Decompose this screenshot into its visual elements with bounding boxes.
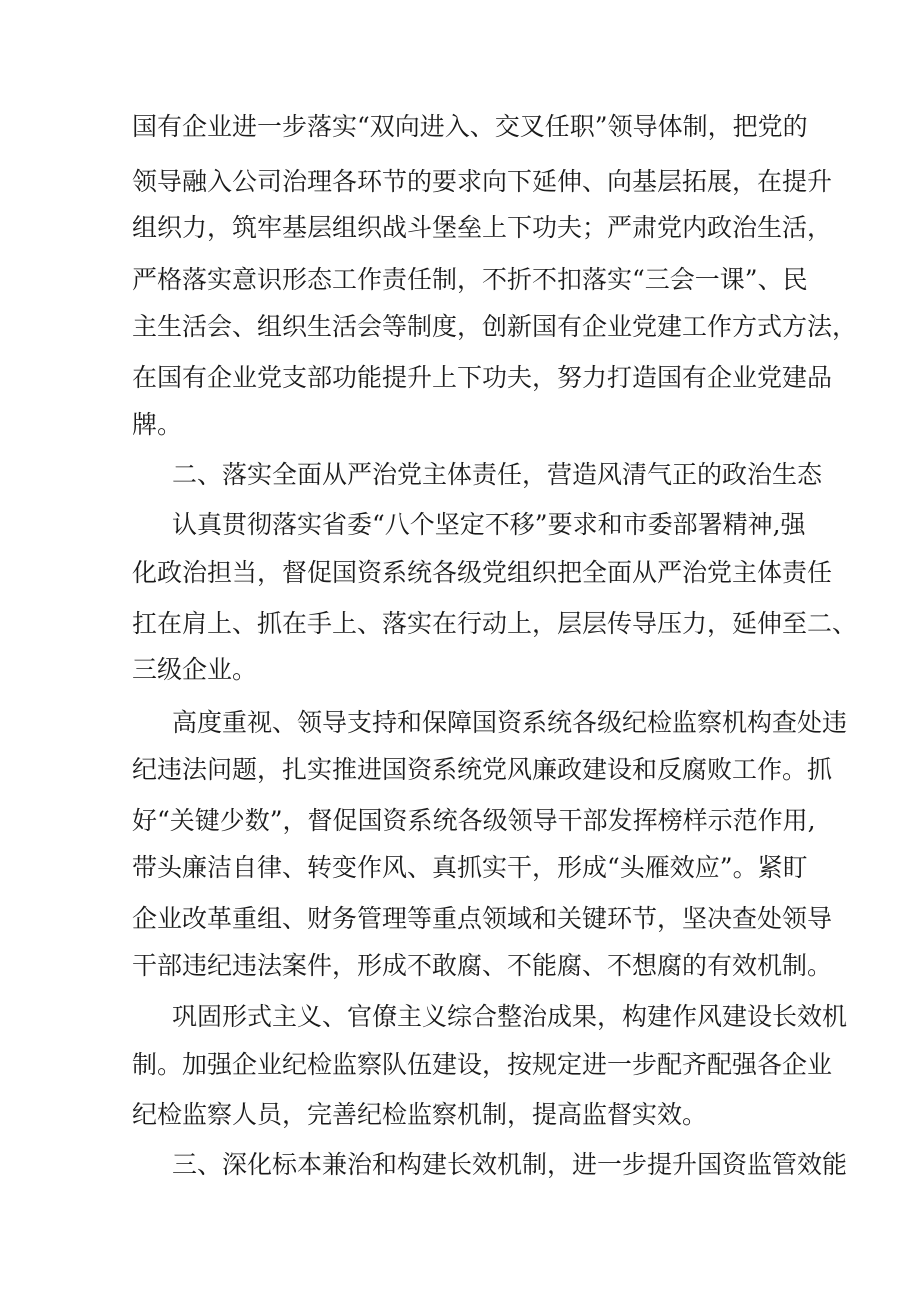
body-text-line: 牌。 (132, 410, 183, 439)
body-text-line: 巩固形式主义、官僚主义综合整治成果，构建作风建设长效机 (172, 1002, 848, 1031)
body-text-line: 在国有企业党支部功能提升上下功夫，努力打造国有企业党建品 (132, 363, 833, 392)
section-heading: 三、深化标本兼治和构建长效机制，进一步提升国资监管效能 (172, 1150, 848, 1179)
body-text-line: 主生活会、组织生活会等制度，创新国有企业党建工作方式方法， (132, 312, 858, 341)
body-text-line: 组织力，筑牢基层组织战斗堡垒上下功夫；严肃党内政治生活， (132, 213, 833, 242)
body-text-line: 严格落实意识形态工作责任制，不折不扣落实“三会一课”、民 (132, 265, 808, 294)
body-text-line: 好“关键少数”，督促国资系统各级领导干部发挥榜样示范作用, (132, 806, 816, 835)
body-text-line: 认真贯彻落实省委“八个坚定不移”要求和市委部署精神,强 (172, 510, 806, 539)
body-text-line: 干部违纪违法案件，形成不敢腐、不能腐、不想腐的有效机制。 (132, 951, 833, 980)
body-text-line: 纪检监察人员，完善纪检监察机制，提高监督实效。 (132, 1100, 708, 1129)
body-text-line: 纪违法问题，扎实推进国资系统党风廉政建设和反腐败工作。抓 (132, 755, 833, 784)
body-text-line: 制。加强企业纪检监察队伍建设，按规定进一步配齐配强各企业 (132, 1050, 833, 1079)
body-text-line: 化政治担当，督促国资系统各级党组织把全面从严治党主体责任 (132, 558, 833, 587)
body-text-line: 国有企业进一步落实“双向进入、交叉任职”领导体制，把党的 (132, 112, 808, 141)
section-heading: 二、落实全面从严治党主体责任，营造风清气正的政治生态 (172, 460, 823, 489)
body-text-line: 高度重视、领导支持和保障国资系统各级纪检监察机构查处违 (172, 708, 848, 737)
body-text-line: 领导融入公司治理各环节的要求向下延伸、向基层拓展，在提升 (132, 167, 833, 196)
body-text-line: 企业改革重组、财务管理等重点领域和关键环节，坚决查处领导 (132, 904, 833, 933)
body-text-line: 扛在肩上、抓在手上、落实在行动上，层层传导压力，延伸至二、 (132, 609, 858, 638)
body-text-line: 三级企业。 (132, 655, 258, 684)
body-text-line: 带头廉洁自律、转变作风、真抓实干，形成“头雁效应”。紧盯 (132, 853, 808, 882)
